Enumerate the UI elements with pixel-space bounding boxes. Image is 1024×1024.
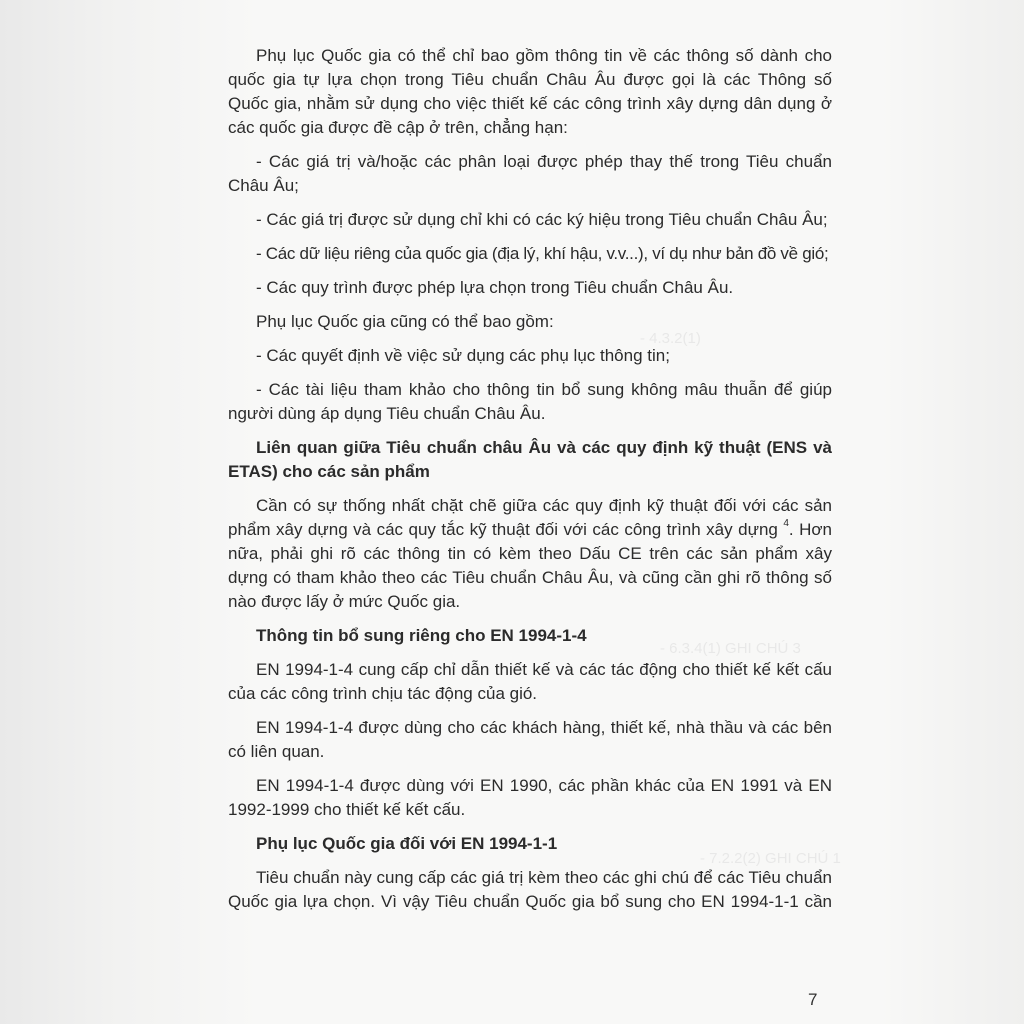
text-line: người dùng áp dụng Tiêu chuẩn Châu Âu. — [228, 404, 546, 423]
paragraph — [228, 310, 832, 334]
text-line: các quốc gia được đề cập ở trên, chẳng hạn: — [228, 118, 568, 137]
paragraph — [228, 716, 832, 764]
paragraph — [228, 774, 832, 822]
bullet-item — [228, 378, 832, 426]
text-line: 1992-1999 cho thiết kế kết cấu. — [228, 800, 466, 819]
footnote-ref: 4 — [783, 518, 789, 530]
paragraph — [228, 658, 832, 706]
section-heading — [228, 436, 832, 484]
text-line: Phụ lục Quốc gia cũng có thể bao gồm: — [256, 312, 554, 331]
text-line: Quốc gia, nhằm sử dụng cho việc thiết kế các công trình xây dựng dân dụng ở — [228, 94, 832, 113]
text-line: Châu Âu; — [228, 176, 299, 195]
heading-line: Phụ lục Quốc gia đối với EN 1994-1-1 — [256, 834, 558, 853]
text-line: - Các dữ liệu riêng của quốc gia (địa lý, khí hậu, v.v...), ví dụ như bản đồ về gió; — [256, 244, 829, 263]
text-line: EN 1994-1-4 cung cấp chỉ dẫn thiết kế và các tác động cho thiết kế kết cấu — [256, 660, 832, 679]
text-line: - Các tài liệu tham khảo cho thông tin bổ sung không mâu thuẫn để giúp — [256, 380, 832, 399]
paragraph-consistency — [228, 494, 832, 614]
heading-line: ETAS) cho các sản phẩm — [228, 462, 430, 481]
text-line: EN 1994-1-4 được dùng cho các khách hàng, thiết kế, nhà thầu và các bên — [256, 718, 832, 737]
paragraph — [228, 866, 832, 914]
page-number: 7 — [808, 990, 818, 1009]
text-line: quốc gia tự lựa chọn trong Tiêu chuẩn Châu Âu được gọi là các Thông số — [228, 70, 832, 89]
bullet-item — [228, 276, 832, 300]
text-line-with-footnote — [228, 518, 832, 542]
bleed-through-text: - 7.2.2(2) GHI CHÚ 1 — [700, 850, 841, 867]
text-line: Cần có sự thống nhất chặt chẽ giữa các quy định kỹ thuật đối với các sản — [256, 496, 832, 515]
text-line: Tiêu chuẩn này cung cấp các giá trị kèm theo các ghi chú để các Tiêu chuẩn — [256, 868, 832, 887]
section-heading — [228, 832, 832, 856]
text-line: dựng có tham khảo theo các Tiêu chuẩn Châu Âu, và cũng cần ghi rõ thông số — [228, 568, 832, 587]
text-line: của các công trình chịu tác động của gió. — [228, 684, 538, 703]
heading-line: Thông tin bổ sung riêng cho EN 1994-1-4 — [256, 626, 587, 645]
text-line: nào được lấy ở mức Quốc gia. — [228, 592, 461, 611]
paragraph-intro — [228, 44, 832, 140]
document-body — [228, 44, 832, 924]
bleed-through-text: - 4.3.2(1) — [640, 330, 701, 347]
heading-line: Liên quan giữa Tiêu chuẩn châu Âu và các quy định kỹ thuật (ENS và — [256, 438, 832, 457]
text-line: - Các quyết định về việc sử dụng các phụ lục thông tin; — [256, 346, 670, 365]
text-line: nữa, phải ghi rõ các thông tin có kèm theo Dấu CE trên các sản phẩm xây — [228, 544, 832, 563]
text-line: - Các giá trị được sử dụng chỉ khi có các ký hiệu trong Tiêu chuẩn Châu Âu; — [256, 210, 828, 229]
text-span: . Hơn — [788, 520, 832, 539]
bullet-item — [228, 208, 832, 232]
text-line: EN 1994-1-4 được dùng với EN 1990, các phần khác của EN 1991 và EN — [256, 776, 832, 795]
text-line: - Các giá trị và/hoặc các phân loại được phép thay thế trong Tiêu chuẩn — [256, 152, 832, 171]
section-heading — [228, 624, 832, 648]
bullet-item — [228, 344, 832, 368]
bullet-item — [228, 242, 832, 266]
text-line: Phụ lục Quốc gia có thể chỉ bao gồm thông tin về các thông số dành cho — [256, 46, 832, 65]
text-span: phẩm xây dựng và các quy tắc kỹ thuật đối với các công trình xây dựng — [228, 520, 778, 539]
text-line: có liên quan. — [228, 742, 325, 761]
bullet-item — [228, 150, 832, 198]
text-line: - Các quy trình được phép lựa chọn trong Tiêu chuẩn Châu Âu. — [256, 278, 734, 297]
text-line: Quốc gia lựa chọn. Vì vậy Tiêu chuẩn Quốc gia bổ sung cho EN 1994-1-1 cần — [228, 892, 832, 911]
bleed-through-text: - 6.3.4(1) GHI CHÚ 3 — [660, 640, 801, 657]
